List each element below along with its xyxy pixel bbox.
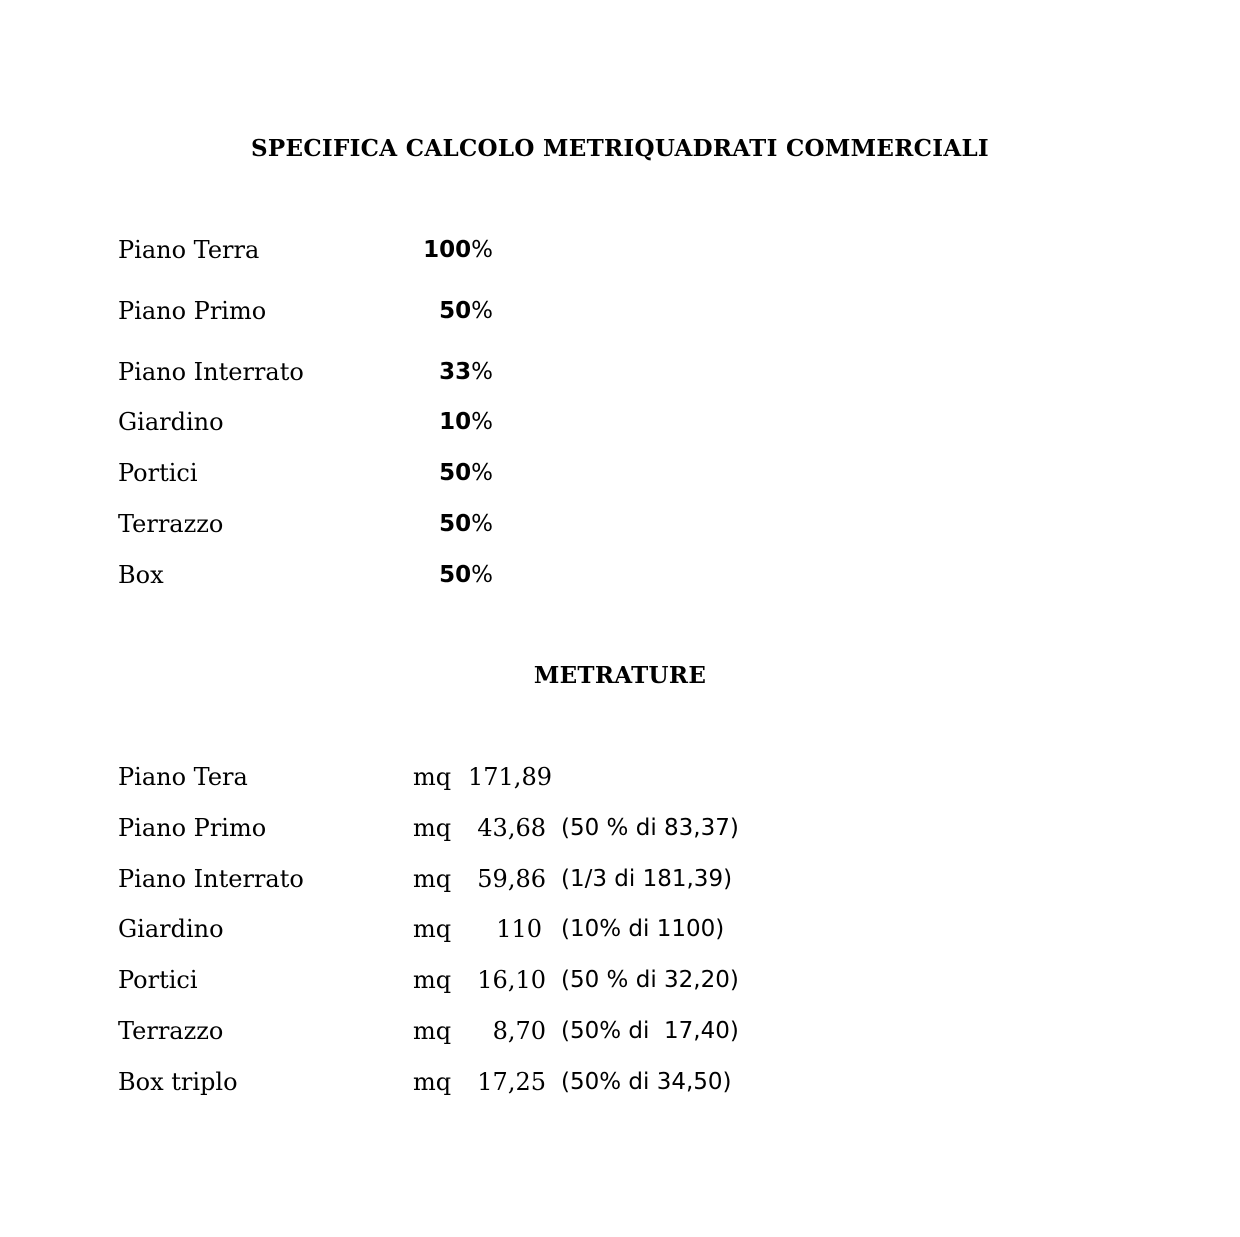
- area-value: 110: [496, 915, 542, 943]
- area-unit: mq: [413, 865, 452, 893]
- coefficient-percent: 50%: [439, 562, 493, 588]
- coefficient-label: Piano Terra: [118, 236, 260, 264]
- area-label: Portici: [118, 966, 198, 994]
- coefficient-label: Piano Interrato: [118, 358, 304, 386]
- area-label: Box triplo: [118, 1068, 238, 1096]
- area-value: 43,68: [477, 814, 546, 842]
- area-note: (50 % di 32,20): [561, 967, 739, 993]
- area-value: 171,89: [468, 763, 552, 791]
- area-value: 16,10: [477, 966, 546, 994]
- coefficient-percent: 50%: [439, 460, 493, 486]
- area-unit: mq: [413, 915, 452, 943]
- area-unit: mq: [413, 966, 452, 994]
- area-value: 17,25: [477, 1068, 546, 1096]
- coefficient-label: Box: [118, 561, 164, 589]
- area-label: Terrazzo: [118, 1017, 224, 1045]
- area-label: Piano Primo: [118, 814, 267, 842]
- coefficient-label: Giardino: [118, 408, 224, 436]
- area-note: (50 % di 83,37): [561, 815, 739, 841]
- area-unit: mq: [413, 1068, 452, 1096]
- section-title-metrature: METRATURE: [533, 662, 707, 689]
- area-label: Piano Tera: [118, 763, 248, 791]
- area-value: 8,70: [492, 1017, 546, 1045]
- area-unit: mq: [413, 1017, 452, 1045]
- area-note: (50% di 17,40): [561, 1018, 739, 1044]
- coefficient-percent: 10%: [439, 409, 493, 435]
- area-note: (10% di 1100): [561, 916, 725, 942]
- area-label: Giardino: [118, 915, 224, 943]
- coefficient-percent: 50%: [439, 298, 493, 324]
- area-unit: mq: [413, 814, 452, 842]
- coefficient-label: Piano Primo: [118, 297, 267, 325]
- coefficient-percent: 50%: [439, 511, 493, 537]
- area-label: Piano Interrato: [118, 865, 304, 893]
- area-unit: mq: [413, 763, 452, 791]
- section-title-specifica: SPECIFICA CALCOLO METRIQUADRATI COMMERCIALI: [250, 135, 989, 162]
- area-value: 59,86: [477, 865, 546, 893]
- coefficient-label: Terrazzo: [118, 510, 224, 538]
- area-note: (50% di 34,50): [561, 1069, 732, 1095]
- coefficient-percent: 33%: [439, 359, 493, 385]
- coefficient-label: Portici: [118, 459, 198, 487]
- coefficient-percent: 100%: [423, 237, 493, 263]
- area-note: (1/3 di 181,39): [561, 866, 733, 892]
